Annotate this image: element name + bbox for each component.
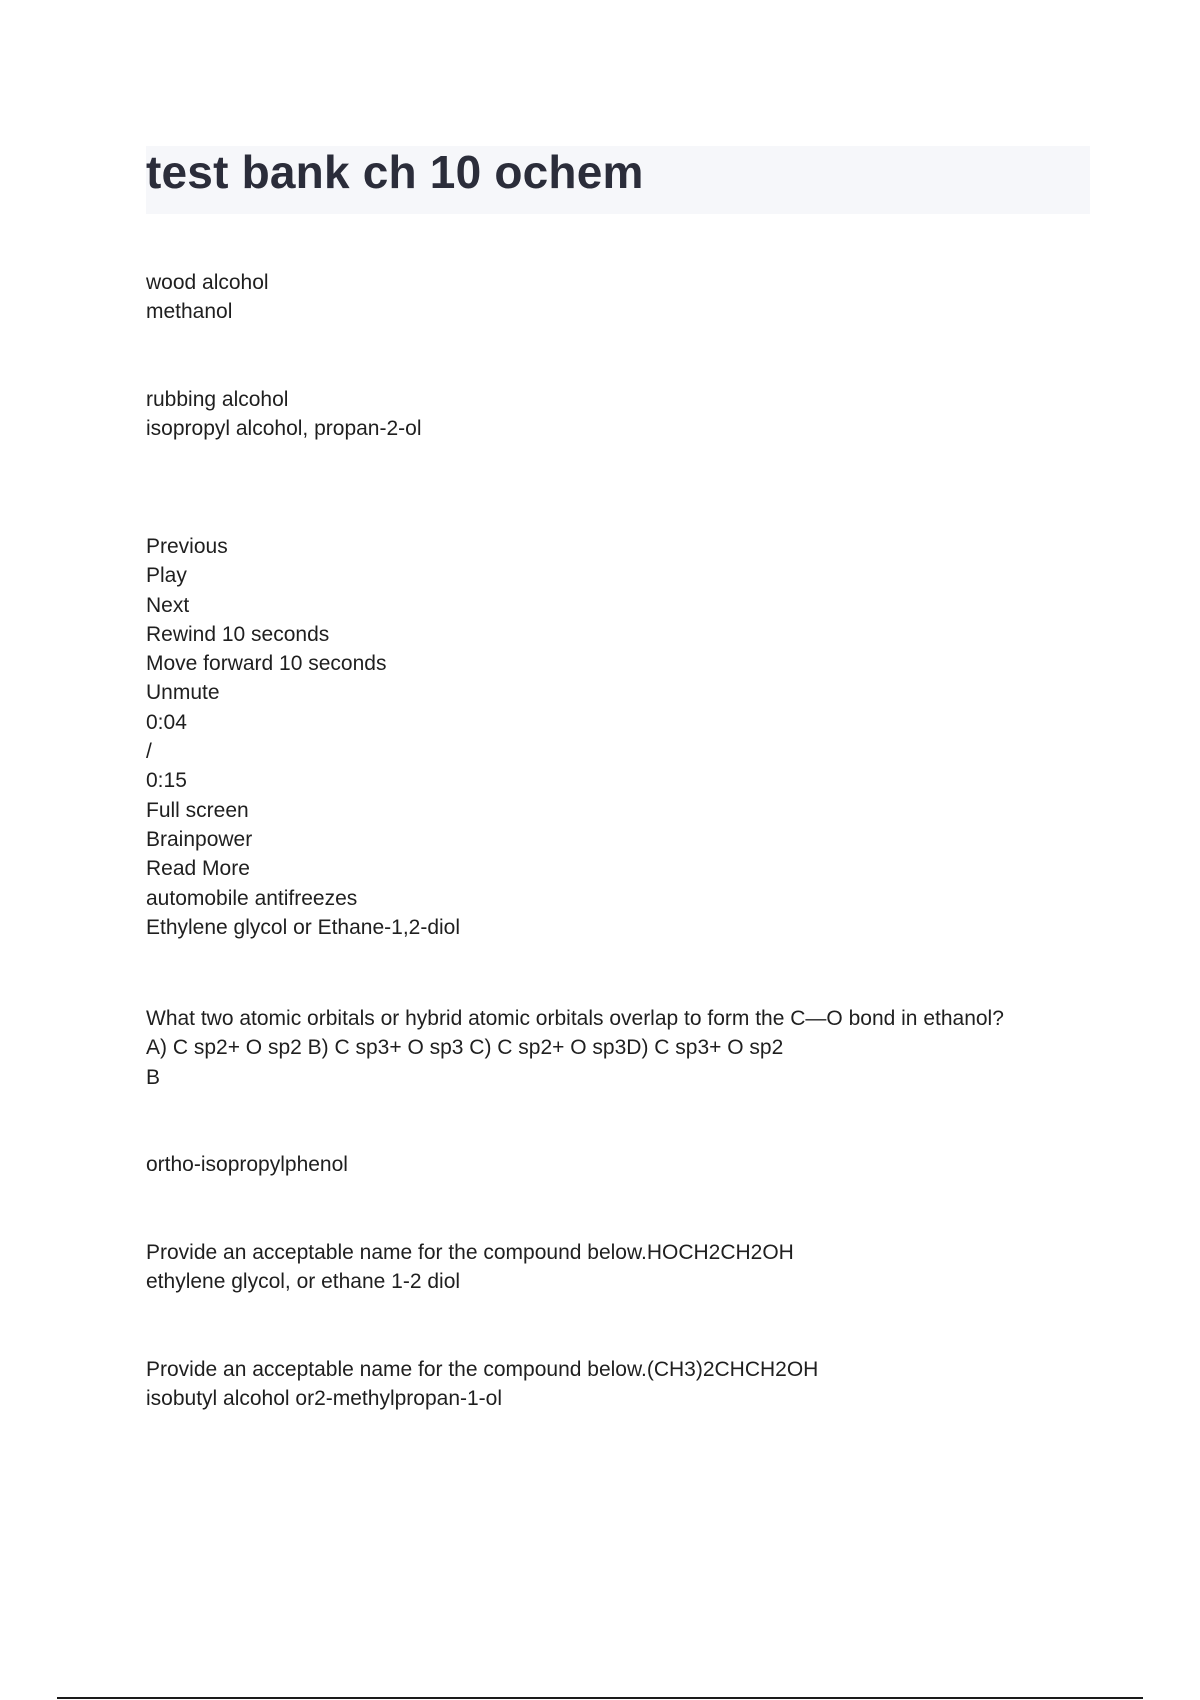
previous-button[interactable]: Previous: [146, 535, 228, 558]
play-button[interactable]: Play: [146, 564, 187, 588]
question-answer: isobutyl alcohol or2-methylpropan-1-ol: [146, 1387, 503, 1411]
question-orbitals: [146, 1004, 1004, 1092]
entry-text: ortho-isopropylphenol: [146, 1153, 348, 1176]
rewind-button[interactable]: Rewind 10 seconds: [146, 622, 330, 646]
entry-definition: Ethylene glycol or Ethane-1,2-diol: [146, 915, 461, 939]
entry-term: rubbing alcohol: [146, 388, 289, 411]
question-answer: B: [146, 1065, 161, 1089]
page-bottom-rule: [57, 1697, 1143, 1699]
question-text: What two atomic orbitals or hybrid atomic orbitals overlap to form the C—O bond in ethanol?: [146, 1007, 1004, 1030]
question-options: A) C sp2+ O sp2 B) C sp3+ O sp3 C) C sp2+ O sp3D) C sp3+ O sp2: [146, 1036, 784, 1060]
entry-ortho: [146, 1150, 348, 1179]
entry-term: automobile antifreezes: [146, 886, 358, 910]
entry-definition: isopropyl alcohol, propan-2-ol: [146, 417, 422, 441]
media-player-text: [146, 532, 460, 942]
entry-rubbing-alcohol: [146, 385, 422, 444]
unmute-button[interactable]: Unmute: [146, 681, 220, 705]
entry-definition: methanol: [146, 300, 233, 324]
current-time: 0:04: [146, 710, 187, 734]
entry-wood-alcohol: [146, 268, 269, 327]
entry-term: wood alcohol: [146, 271, 269, 294]
question-isobutyl: [146, 1355, 818, 1414]
time-separator: /: [146, 740, 152, 764]
question-glycol: [146, 1238, 794, 1297]
duration: 0:15: [146, 769, 187, 793]
question-answer: ethylene glycol, or ethane 1-2 diol: [146, 1270, 461, 1294]
brand-link[interactable]: Brainpower: [146, 827, 253, 851]
next-button[interactable]: Next: [146, 593, 190, 617]
read-more-link[interactable]: Read More: [146, 857, 250, 881]
full-screen-button[interactable]: Full screen: [146, 798, 249, 822]
page-title: test bank ch 10 ochem: [146, 146, 644, 198]
question-text: Provide an acceptable name for the compound below.(CH3)2CHCH2OH: [146, 1358, 819, 1381]
question-text: Provide an acceptable name for the compound below.HOCH2CH2OH: [146, 1241, 794, 1264]
forward-button[interactable]: Move forward 10 seconds: [146, 652, 387, 676]
